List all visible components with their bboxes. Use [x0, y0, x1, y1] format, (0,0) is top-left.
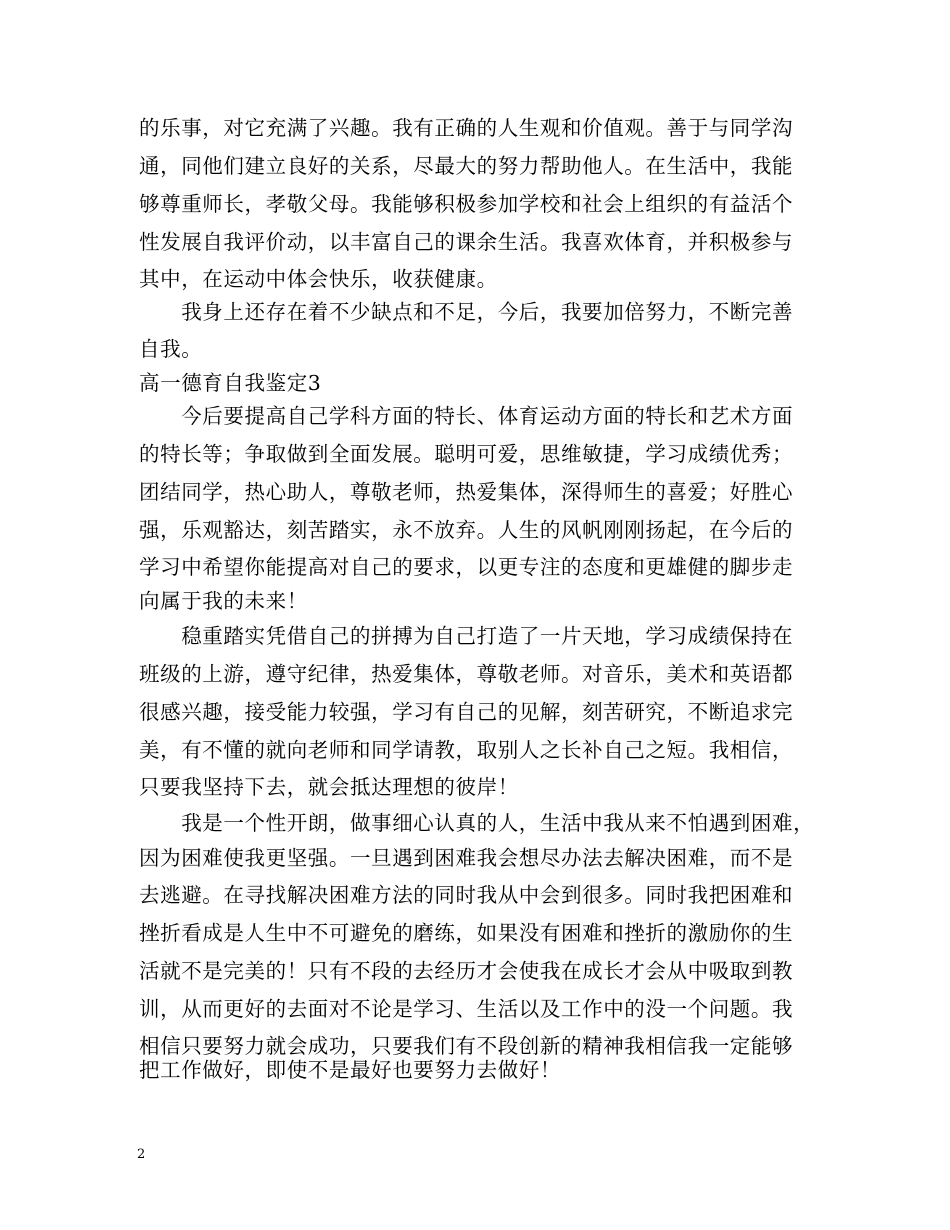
text-line: 只要我坚持下去，就会抵达理想的彼岸！ — [139, 775, 519, 799]
text-line: 相信只要努力就会成功，只要我们有不段创新的精神我相信我一定能够 — [139, 1034, 794, 1058]
text-line: 团结同学，热心助人，尊敬老师，热爱集体，深得师生的喜爱；好胜心 — [139, 480, 794, 504]
text-line: 训，从而更好的去面对不论是学习、生活以及工作中的没一个问题。我 — [139, 997, 794, 1021]
text-line: 今后要提高自己学科方面的特长、体育运动方面的特长和艺术方面 — [139, 404, 794, 428]
text-line: 我身上还存在着不少缺点和不足，今后，我要加倍努力，不断完善 — [139, 300, 794, 324]
section-heading: 高一德育自我鉴定3 — [139, 371, 322, 395]
text-line: 挫折看成是人生中不可避免的磨练，如果没有困难和挫折的激励你的生 — [139, 921, 794, 945]
text-line: 很感兴趣，接受能力较强，学习有自己的见解，刻苦研究，不断追求完 — [139, 700, 794, 724]
text-line: 美，有不懂的就向老师和同学请教，取别人之长补自己之短。我相信， — [139, 738, 794, 762]
text-line: 够尊重师长，孝敬父母。我能够积极参加学校和社会上组织的有益活个 — [139, 192, 794, 216]
text-line: 的乐事，对它充满了兴趣。我有正确的人生观和价值观。善于与同学沟 — [139, 116, 794, 140]
text-line: 其中，在运动中体会快乐，收获健康。 — [139, 267, 498, 291]
text-line: 把工作做好，即使不是最好也要努力去做好！ — [139, 1058, 561, 1082]
text-line: 向属于我的未来！ — [139, 589, 308, 613]
text-line: 稳重踏实凭借自己的拼搏为自己打造了一片天地，学习成绩保持在 — [139, 624, 794, 648]
text-line: 去逃避。在寻找解决困难方法的同时我从中会到很多。同时我把困难和 — [139, 883, 794, 907]
text-line: 活就不是完美的！只有不段的去经历才会使我在成长才会从中吸取到教 — [139, 959, 794, 983]
text-line: 因为困难使我更坚强。一旦遇到困难我会想尽办法去解决困难，而不是 — [139, 846, 794, 870]
text-line: 学习中希望你能提高对自己的要求，以更专注的态度和更雄健的脚步走 — [139, 555, 794, 579]
text-line: 强，乐观豁达，刻苦踏实，永不放弃。人生的风帆刚刚扬起，在今后的 — [139, 518, 794, 542]
text-line: 自我。 — [139, 337, 203, 361]
page-number: 2 — [137, 1147, 146, 1162]
text-line: 性发展自我评价动，以丰富自己的课余生活。我喜欢体育，并积极参与 — [139, 230, 794, 254]
text-line: 通，同他们建立良好的关系，尽最大的努力帮助他人。在生活中，我能 — [139, 154, 794, 178]
text-line: 的特长等；争取做到全面发展。聪明可爱，思维敏捷，学习成绩优秀； — [139, 442, 794, 466]
text-line: 班级的上游，遵守纪律，热爱集体，尊敬老师。对音乐，美术和英语都 — [139, 662, 794, 686]
text-line: 我是一个性开朗，做事细心认真的人，生活中我从来不怕遇到困难， — [139, 811, 815, 835]
